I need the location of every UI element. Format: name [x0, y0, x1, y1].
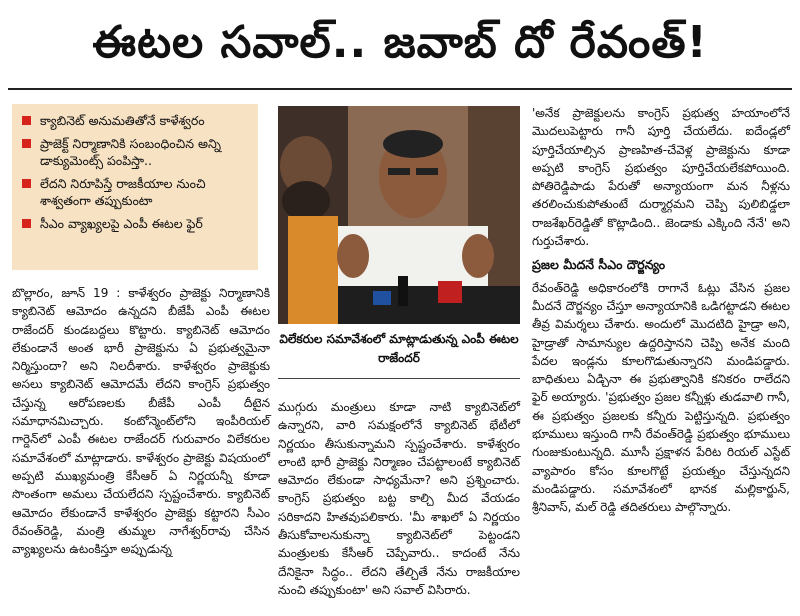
highlight-item	[22, 112, 250, 129]
subheading: ప్రజల మీదనే సీఎం దౌర్జన్యం	[532, 257, 666, 273]
square-bullet-icon	[22, 116, 31, 125]
article-paragraph: బొల్లారం, జూన్ 19 : కాళేశ్వరం ప్రాజెక్టు నిర్మాణానికి క్యాబినెట్ ఆమోదం ఉన్నదని బీజేపీ ఎంపీ ఈటల రాజేందర్ కుండబద్దలు కొట్టారు. క్యాబినెట్ ఆమోదం లేకుండానే అంత భారీ ప్రాజెక్టును ఏ ప్రభుత్వమైనా నిర్మిస్తుందా? అని నిలదీశారు. కాళేశ్వరం ప్రాజెక్టుకు అసలు క్యాబినెట్ ఆమోదమే లేదని కాంగ్రెస్ ప్రభుత్వం చేస్తున్న ఆరోపణలకు బీజేపీ ఎంపీ దీటైన సమాధానమిచ్చారు. కంటోన్మెంట్‌లోని ఇంపీరియల్ గార్డెన్‌లో ఎంపీ ఈటల రాజేందర్ గురువారం విలేకరుల సమావేశంలో మాట్లాడారు. కాళేశ్వరం ప్రాజెక్టు విషయంలో అప్పటి ముఖ్యమంత్రి కేసీఆర్ ఏ నిర్ణయన్నీ కూడా సొంతంగా అమలు చేయలేదని స్పష్టంచేశారు. క్యాబినెట్ ఆమోదం లేకుండానే కాళేశ్వరం ప్రాజెక్టు కట్టారని సీఎం రేవంత్‌రెడ్డి, మంత్రి తుమ్మల నాగేశ్వర్‌రావు చేసిన వ్యాఖ్యలను ఉటంకిస్తూ అప్పుడున్న	[12, 286, 270, 557]
caption-rule	[278, 378, 520, 379]
headline-rule	[8, 88, 792, 90]
highlight-item	[22, 175, 250, 209]
square-bullet-icon	[22, 219, 31, 228]
highlight-text: క్యాబినెట్ అనుమతితోనే కాళేశ్వరం	[40, 113, 205, 128]
article-paragraph: 'అనేక ప్రాజెక్టులను కాంగ్రెస్ ప్రభుత్వ హయాంలోనే మొదలుపెట్టారు గానీ పూర్తి చేయలేదు. ఐదేండ్లలో పూర్తిచేయాల్సిన ప్రాణహిత-చేవెళ్ల ప్రాజెక్టును కూడా అప్పటి కాంగ్రెస్ ప్రభుత్వం పూర్తిచేయలేకపోయింది. పోతిరెడ్డిపాడు పేరుతో అన్యాయంగా మన నీళ్లను తరలించుకుపోతుంటే దుర్మార్గమని చెప్పి పులిబిడ్డలా రాజశేఖర్‌రెడ్డితో కొట్లాడింది.. జెండాకు ఎక్కింది నేనే' అని గుర్తుచేశారు.	[532, 106, 790, 249]
square-bullet-icon	[22, 139, 31, 148]
highlight-text: లేదని నిరూపిస్తే రాజకీయాల నుంచి శాశ్వతంగా తప్పుకుంటా	[40, 176, 206, 208]
article-column-2	[278, 398, 520, 599]
highlight-text: ప్రాజెక్ట్ నిర్మాణానికి సంబంధించిన అన్ని డాక్యుమెంట్స్ పంపిస్తా..	[40, 136, 221, 168]
highlight-text: సీఎం వ్యాఖ్యలపై ఎంపీ ఈటల ఫైర్	[40, 216, 203, 231]
square-bullet-icon	[22, 179, 31, 188]
highlight-item	[22, 135, 250, 169]
photo-caption: విలేకరుల సమావేశంలో మాట్లాడుతున్న ఎంపీ ఈటల రాజేందర్	[279, 332, 519, 365]
article-column-3	[532, 104, 790, 517]
article-column-1	[12, 284, 270, 558]
article-paragraph: రేవంత్‌రెడ్డి అధికారంలోకి రాగానే ఓట్లు వేసిన ప్రజల మీదనే దౌర్జన్యం చేస్తూ అన్యాయానికి ఒడిగట్టాడని ఈటల తీవ్ర విమర్శలు చేశారు. అందులో మొదటిది హైడ్రా అని, హైడ్రాతో సామాన్యుల ఉద్దరిస్తానని చెప్పి అనేక మంది పేదల ఇండ్లను కూలగొడుతున్నారని మండిపడ్డారు. బాధితులు ఏడ్చినా ఈ ప్రభుత్వానికి కనికరం రాలేదని ఫైర్ అయ్యారు. 'ప్రభుత్వం ప్రజల కన్నీళ్లు తుడవాలి గానీ, ఈ ప్రభుత్వం ప్రజలకు కన్నీరు పెట్టిస్తున్నది. ప్రభుత్వం భూములు ఇస్తుంది గానీ రేవంత్‌రెడ్డి ప్రభుత్వం భూములు గుంజుకుంటున్నది. మూసీ ప్రక్షాళన పేరిట రియల్ ఎస్టేట్ వ్యాపారం కోసం కూలగొట్టే ప్రయత్నం చేస్తున్నదని మండిపడ్డారు. సమావేశంలో భానక మల్లికార్జున్, శ్రీనివాస్, మల్ రెడ్డి తదితరులు పాల్గొన్నారు.	[532, 280, 790, 515]
highlights-box	[12, 104, 258, 270]
press-conference-photo	[278, 106, 520, 324]
article-paragraph: ముగ్గురు మంత్రులు కూడా నాటి క్యాబినెట్‌లో ఉన్నారని, వారి సమక్షంలోనే క్యాబినెట్ భేటీలో నిర్ణయం తీసుకున్నామని స్పష్టంచేశారు. కాళేశ్వరం లాంటి భారీ ప్రాజెక్టు నిర్మాణం చేపట్టాలంటే క్యాబినెట్ ఆమోదం లేకుండా సాధ్యమేనా? అని ప్రశ్నించారు. కాంగ్రెస్ ప్రభుత్వం బట్ట కాల్చి మీద వేయడం సరికాదని హితవుపలికారు. 'మీ శాఖలో ఏ నిర్ణయం తీసుకోవాలనుకున్నా క్యాబినెట్‌లో పెట్టండని మంత్రులకు కేసీఆర్ చెప్పేవారు.. కాదంటే నేను దేనికైనా సిద్ధం.. లేదని తేల్చితే నేను రాజకీయాల నుంచి తప్పుకుంటా' అని సవాల్ విసిరారు.	[278, 400, 520, 597]
article-photo	[278, 106, 520, 324]
headline: ఈటల సవాల్.. జవాబ్ దో రేవంత్!	[92, 17, 708, 68]
highlight-item	[22, 215, 250, 232]
